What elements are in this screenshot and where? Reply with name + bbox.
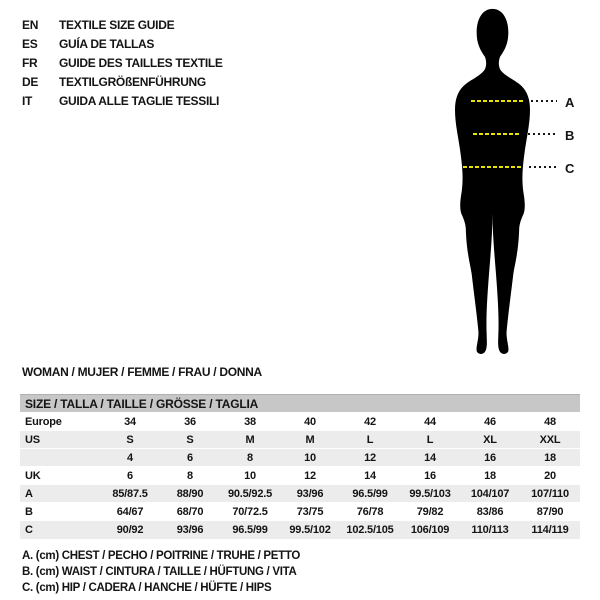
lang-row-es	[22, 35, 223, 54]
lang-title: GUIDA ALLE TAGLIE TESSILI	[59, 94, 220, 108]
lang-code: IT	[22, 94, 33, 108]
table-cell: 6	[160, 449, 220, 467]
table-cell: 4	[100, 449, 160, 467]
table-cell: 107/110	[520, 485, 580, 503]
table-cell: L	[340, 431, 400, 449]
table-cell: S	[100, 431, 160, 449]
table-cell: 36	[160, 413, 220, 431]
table-cell: 76/78	[340, 503, 400, 521]
table-cell: 79/82	[400, 503, 460, 521]
table-cell: 83/86	[460, 503, 520, 521]
table-cell: 42	[340, 413, 400, 431]
table-row-hip-c	[20, 521, 580, 539]
table-cell: 38	[220, 413, 280, 431]
woman-silhouette-icon	[440, 6, 545, 358]
table-cell: 96.5/99	[340, 485, 400, 503]
chest-measure-line	[471, 100, 523, 102]
table-cell: 18	[460, 467, 520, 485]
table-cell: 96.5/99	[220, 521, 280, 539]
table-cell: 46	[460, 413, 520, 431]
legend-waist: B. (cm) WAIST / CINTURA / TAILLE / HÜFTUNG / VITA	[22, 566, 297, 578]
lang-row-de	[22, 73, 223, 92]
lang-row-it	[22, 92, 223, 111]
table-cell: XXL	[520, 431, 580, 449]
row-label: C	[20, 521, 100, 539]
row-label: Europe	[20, 413, 100, 431]
lang-row-fr	[22, 54, 223, 73]
table-cell: 44	[400, 413, 460, 431]
table-cell: M	[220, 431, 280, 449]
hip-measure-line	[463, 166, 522, 168]
table-cell: M	[280, 431, 340, 449]
lang-code: FR	[22, 56, 38, 70]
table-header-row	[20, 395, 580, 413]
waist-pointer-line	[528, 133, 557, 135]
table-cell: 85/87.5	[100, 485, 160, 503]
legend-hip: C. (cm) HIP / CADERA / HANCHE / HÜFTE / HIPS	[22, 582, 272, 594]
table-cell: 68/70	[160, 503, 220, 521]
row-label: US	[20, 431, 100, 449]
table-cell: 16	[400, 467, 460, 485]
table-row-us-numbers	[20, 449, 580, 467]
chest-pointer-line	[531, 100, 557, 102]
row-label: UK	[20, 467, 100, 485]
table-row-europe	[20, 413, 580, 431]
hip-pointer-line	[529, 166, 557, 168]
table-cell: 87/90	[520, 503, 580, 521]
table-cell: 88/90	[160, 485, 220, 503]
table-cell: 99.5/103	[400, 485, 460, 503]
lang-row-en	[22, 16, 223, 35]
table-cell: 20	[520, 467, 580, 485]
measurement-legend	[22, 548, 300, 596]
table-row-waist-b	[20, 503, 580, 521]
table-cell: 8	[160, 467, 220, 485]
table-header-cell: SIZE / TALLA / TAILLE / GRÖSSE / TAGLIA	[20, 395, 580, 413]
row-label: A	[20, 485, 100, 503]
table-row-us-letters	[20, 431, 580, 449]
table-cell: 93/96	[280, 485, 340, 503]
woman-silhouette-figure	[440, 6, 545, 358]
lang-code: ES	[22, 37, 38, 51]
table-cell: 6	[100, 467, 160, 485]
table-cell: 90.5/92.5	[220, 485, 280, 503]
table-cell: 90/92	[100, 521, 160, 539]
table-cell: 99.5/102	[280, 521, 340, 539]
table-cell: 16	[460, 449, 520, 467]
table-cell: 10	[280, 449, 340, 467]
table-cell: 34	[100, 413, 160, 431]
table-cell: 18	[520, 449, 580, 467]
table-cell: 110/113	[460, 521, 520, 539]
marker-label-a: A	[565, 95, 575, 110]
lang-title: TEXTILE SIZE GUIDE	[59, 18, 175, 32]
size-table	[20, 394, 580, 539]
language-title-block	[22, 16, 223, 111]
table-cell: 8	[220, 449, 280, 467]
table-cell: 40	[280, 413, 340, 431]
legend-chest: A. (cm) CHEST / PECHO / POITRINE / TRUHE / PETTO	[22, 550, 301, 562]
table-cell: 64/67	[100, 503, 160, 521]
marker-label-b: B	[565, 128, 575, 143]
table-cell: L	[400, 431, 460, 449]
marker-label-c: C	[565, 161, 575, 176]
table-cell: 48	[520, 413, 580, 431]
table-cell: 106/109	[400, 521, 460, 539]
table-cell: 104/107	[460, 485, 520, 503]
table-cell: 73/75	[280, 503, 340, 521]
table-cell: 70/72.5	[220, 503, 280, 521]
table-cell: 114/119	[520, 521, 580, 539]
table-cell: 14	[340, 467, 400, 485]
lang-title: GUIDE DES TAILLES TEXTILE	[59, 56, 223, 70]
table-cell: 12	[340, 449, 400, 467]
table-cell: 10	[220, 467, 280, 485]
row-label	[20, 449, 100, 467]
table-cell: S	[160, 431, 220, 449]
table-cell: 12	[280, 467, 340, 485]
lang-code: EN	[22, 18, 39, 32]
table-cell: XL	[460, 431, 520, 449]
lang-code: DE	[22, 75, 39, 89]
lang-title: TEXTILGRÖßENFÜHRUNG	[59, 75, 206, 89]
table-cell: 93/96	[160, 521, 220, 539]
table-row-chest-a	[20, 485, 580, 503]
waist-measure-line	[473, 133, 519, 135]
table-cell: 14	[400, 449, 460, 467]
table-row-uk	[20, 467, 580, 485]
table-cell: 102.5/105	[340, 521, 400, 539]
row-label: B	[20, 503, 100, 521]
section-title-woman: WOMAN / MUJER / FEMME / FRAU / DONNA	[22, 365, 262, 379]
lang-title: GUÍA DE TALLAS	[59, 37, 155, 51]
